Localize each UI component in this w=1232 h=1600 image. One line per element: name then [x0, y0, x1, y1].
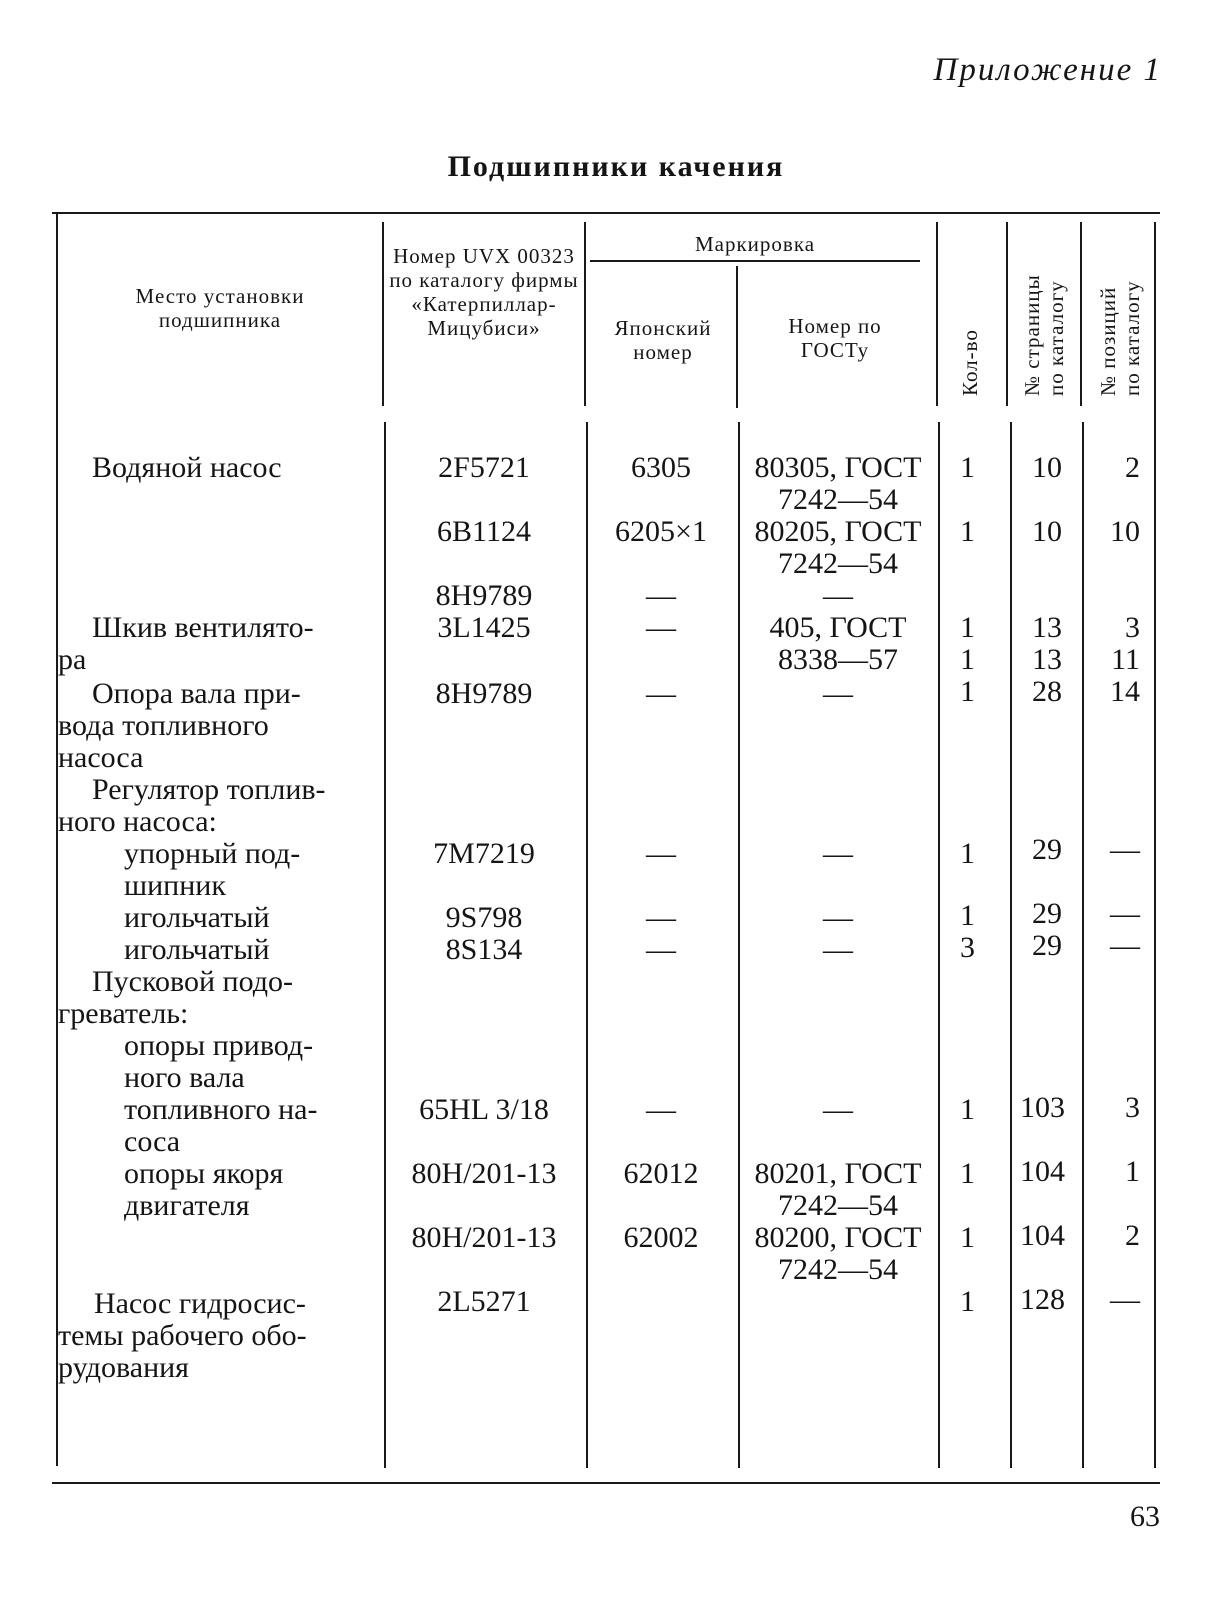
page-title: Подшипники качения — [447, 150, 785, 183]
gost-number: — — [823, 837, 853, 870]
location-line: двигателя — [124, 1189, 250, 1222]
location-armature-supports — [124, 1158, 350, 1222]
catalog-number: 8H9789 — [435, 579, 533, 612]
quantity: 1 — [960, 1093, 975, 1126]
location-hydraulic-pump — [58, 1288, 354, 1384]
location-line: упорный под- — [124, 837, 301, 870]
header-japanese-number: Японский номер — [614, 316, 712, 364]
catalog-number: 80H/201-13 — [411, 1221, 557, 1254]
japanese-number: 6205×1 — [615, 515, 707, 548]
position-number: 3 — [1125, 1091, 1140, 1124]
catalog-number: 2L5271 — [437, 1285, 531, 1318]
catalog-number: 6B1124 — [437, 515, 531, 548]
quantity: 1 — [960, 899, 975, 932]
location-line: вода топливного — [58, 709, 269, 742]
gost-number: 7242—54 — [778, 547, 898, 580]
japanese-number: — — [646, 611, 676, 644]
location-line: темы рабочего обо- — [58, 1319, 307, 1352]
page-number: 29 — [1032, 897, 1062, 930]
location-line: ного вала — [124, 1061, 245, 1094]
position-number: — — [1110, 897, 1140, 930]
col-divider — [1154, 222, 1156, 1468]
gost-number: 7242—54 — [778, 483, 898, 516]
col-divider — [936, 222, 938, 406]
gost-number: — — [823, 677, 853, 710]
gost-number: — — [823, 579, 853, 612]
page-number: 128 — [1020, 1283, 1065, 1316]
location-fuel-regulator — [58, 774, 354, 838]
location-line: ного насоса: — [58, 805, 217, 838]
position-number: 3 — [1125, 611, 1140, 644]
header-marking: Маркировка — [694, 232, 816, 256]
page-number: 10 — [1032, 451, 1062, 484]
location-line: Насос гидросис- — [94, 1287, 306, 1320]
gost-number: 80305, ГОСТ — [754, 451, 922, 484]
appendix-label: Приложение 1 — [933, 52, 1162, 88]
gost-number: 8338—57 — [778, 643, 898, 676]
location-line: насоса — [58, 741, 144, 774]
header-location: Место установки подшипника — [135, 284, 305, 332]
location-line: Опора вала при- — [92, 677, 301, 710]
col-divider — [1010, 422, 1012, 1468]
header-gost-number: Номер по ГОСТу — [788, 314, 882, 362]
gost-number: — — [823, 1093, 853, 1126]
col-divider — [1080, 222, 1082, 406]
japanese-number: — — [646, 579, 676, 612]
header-page-number: № страницы — [1020, 274, 1044, 396]
col-divider — [1006, 222, 1008, 406]
page-number: 104 — [1020, 1219, 1065, 1252]
japanese-number: — — [646, 677, 676, 710]
location-line: Шкив вентилято- — [92, 611, 314, 644]
quantity: 1 — [960, 1221, 975, 1254]
position-number: 10 — [1110, 515, 1140, 548]
quantity: 1 — [960, 451, 975, 484]
gost-number: — — [823, 901, 853, 934]
quantity: 3 — [960, 931, 975, 964]
catalog-number: 9S798 — [445, 901, 523, 934]
header-quantity: Кол-во — [958, 329, 982, 396]
position-number: — — [1110, 929, 1140, 962]
location-line: топливного на- — [124, 1093, 318, 1126]
japanese-number: 6305 — [631, 451, 691, 484]
table-bottom-rule — [52, 1482, 1160, 1484]
location-line: ра — [58, 643, 87, 676]
gost-number: 7242—54 — [778, 1189, 898, 1222]
catalog-number: 8S134 — [445, 933, 523, 966]
gost-number: — — [823, 933, 853, 966]
col-divider — [382, 222, 384, 406]
quantity: 1 — [960, 1285, 975, 1318]
header-position-number: по каталогу — [1120, 280, 1144, 396]
gost-number: 80201, ГОСТ — [754, 1157, 922, 1190]
col-divider — [584, 222, 586, 406]
page-number: 10 — [1032, 515, 1062, 548]
marking-underline — [590, 260, 920, 262]
header-page-number: по каталогу — [1044, 280, 1068, 396]
catalog-number: 2F5721 — [438, 451, 530, 484]
catalog-number: 3L1425 — [437, 611, 531, 644]
location-starter-heater — [58, 966, 354, 1030]
position-number: 14 — [1110, 675, 1140, 708]
quantity: 1 — [960, 643, 975, 676]
location-line: рудования — [58, 1351, 189, 1384]
header-position-number: № позиций — [1096, 286, 1120, 396]
location-fan-pulley — [58, 612, 354, 676]
page-number: 104 — [1020, 1155, 1065, 1188]
page-number: 28 — [1032, 675, 1062, 708]
col-divider — [938, 422, 940, 1468]
quantity: 1 — [960, 1157, 975, 1190]
table-top-rule — [52, 212, 1160, 214]
page-number: 13 — [1032, 611, 1062, 644]
position-number: 2 — [1125, 1219, 1140, 1252]
gost-number: 80200, ГОСТ — [754, 1221, 922, 1254]
position-number: — — [1110, 1283, 1140, 1316]
japanese-number: 62012 — [623, 1157, 699, 1190]
location-needle: игольчатый — [124, 933, 270, 966]
japanese-number: 62002 — [623, 1221, 699, 1254]
catalog-number: 8H9789 — [435, 677, 533, 710]
catalog-number: 80H/201-13 — [411, 1157, 557, 1190]
gost-number: 405, ГОСТ — [769, 611, 907, 644]
location-line: шипник — [124, 869, 226, 902]
location-water-pump: Водяной насос — [92, 451, 282, 484]
header-catalog-number: Номер UVX 00323 по каталогу фирмы «Катерпиллар-Мицубиси» — [389, 244, 579, 340]
location-drive-shaft — [58, 678, 354, 774]
position-number: 1 — [1125, 1155, 1140, 1188]
position-number: 2 — [1125, 451, 1140, 484]
quantity: 1 — [960, 837, 975, 870]
location-line: опоры якоря — [124, 1157, 284, 1190]
location-drive-supports — [124, 1030, 350, 1158]
quantity: 1 — [960, 611, 975, 644]
col-divider — [736, 266, 738, 408]
position-number: 11 — [1111, 643, 1140, 676]
page-number-footer: 63 — [1130, 1500, 1160, 1533]
japanese-number: — — [646, 1093, 676, 1126]
japanese-number: — — [646, 933, 676, 966]
location-line: Регулятор топлив- — [92, 773, 326, 806]
japanese-number: — — [646, 837, 676, 870]
gost-number: 80205, ГОСТ — [754, 515, 922, 548]
quantity: 1 — [960, 675, 975, 708]
location-line: соса — [124, 1125, 181, 1158]
page-number: 13 — [1032, 643, 1062, 676]
location-thrust-bearing — [124, 838, 350, 902]
quantity: 1 — [960, 515, 975, 548]
japanese-number: — — [646, 901, 676, 934]
gost-number: 7242—54 — [778, 1253, 898, 1286]
location-line: опоры привод- — [124, 1029, 314, 1062]
catalog-number: 65HL 3/18 — [419, 1093, 549, 1126]
location-line: Пусковой подо- — [92, 965, 293, 998]
catalog-number: 7M7219 — [433, 837, 535, 870]
position-number: — — [1110, 833, 1140, 866]
page-number: 103 — [1020, 1091, 1065, 1124]
page-number: 29 — [1032, 833, 1062, 866]
col-divider — [56, 214, 58, 1466]
page-number: 29 — [1032, 929, 1062, 962]
location-needle: игольчатый — [124, 901, 270, 934]
location-line: греватель: — [58, 997, 189, 1030]
